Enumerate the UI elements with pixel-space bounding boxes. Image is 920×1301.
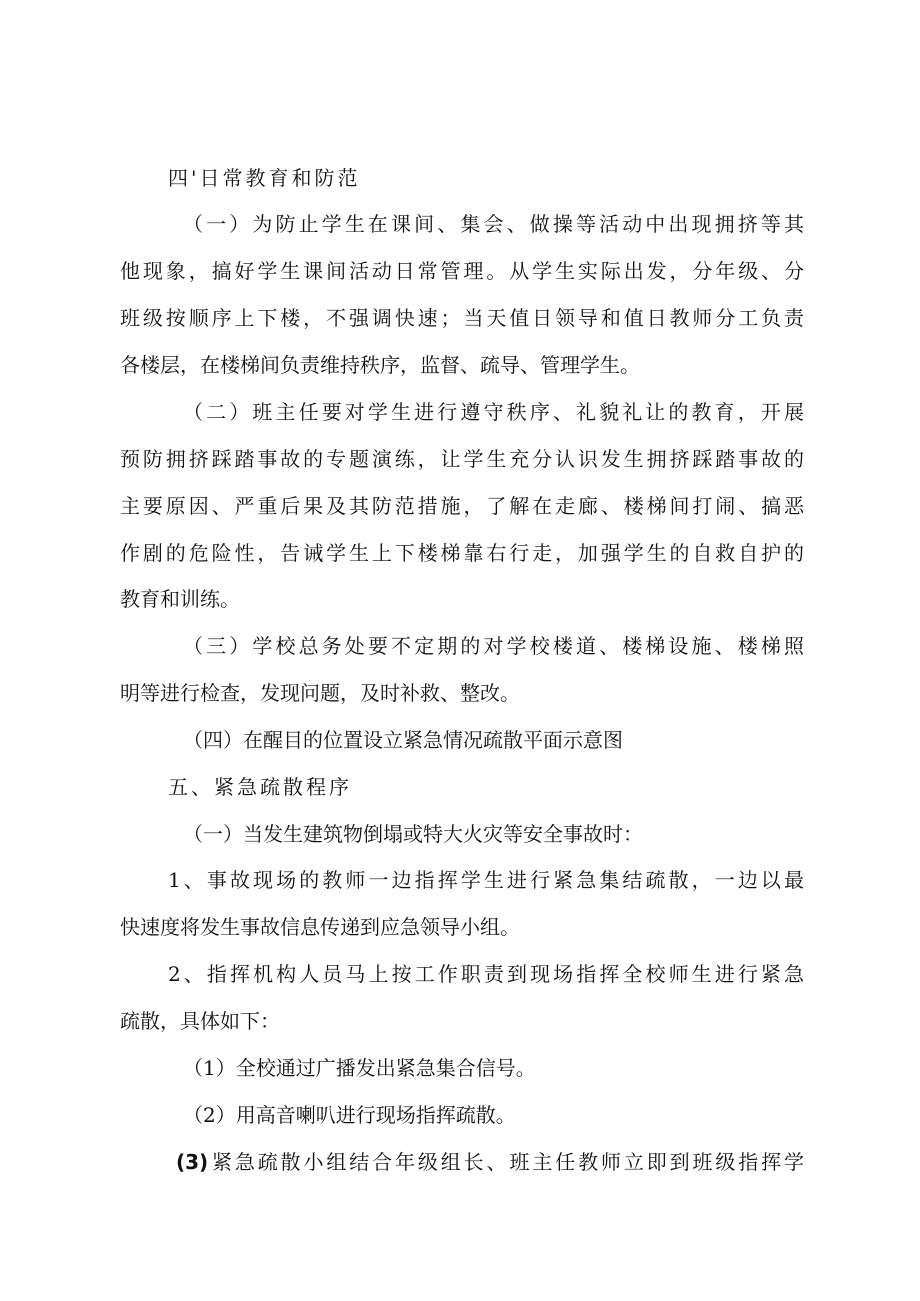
paragraph-line: 预防拥挤踩踏事故的专题演练，让学生充分认识发生拥挤踩踏事故的 [120,447,804,471]
list-item: （1）全校通过广播发出紧急集合信号。 [183,1056,536,1080]
paragraph-line: （三）学校总务处要不定期的对学校楼道、楼梯设施、楼梯照 [183,634,804,658]
list-item: （2）用高音喇叭进行现场指挥疏散。 [183,1103,516,1127]
paragraph-line: （二）班主任要对学生进行遵守秩序、礼貌礼让的教育，开展 [183,400,804,424]
paragraph-line: 他现象，搞好学生课间活动日常管理。从学生实际出发，分年级、分 [120,259,804,283]
paragraph-line: 主要原因、严重后果及其防范措施，了解在走廊、楼梯间打闹、搞恶 [120,494,804,518]
paragraph-line: （一）为防止学生在课间、集会、做操等活动中出现拥挤等其 [183,212,804,236]
section-heading-five: 五、紧急疏散程序 [168,775,352,799]
paragraph-line: 班级按顺序上下楼，不强调快速；当天值日领导和值日教师分工负责 [120,306,804,330]
list-item: 紧急疏散小组结合年级组长、班主任教师立即到班级指挥学 [212,1150,804,1174]
paragraph-line: 疏散，具体如下： [120,1009,280,1033]
paragraph-line: 明等进行检查，发现问题，及时补救、整改。 [120,681,520,705]
paragraph-line: （四）在醒目的位置设立紧急情况疏散平面示意图 [183,728,623,752]
paragraph-line: 各楼层，在楼梯间负责维持秩序，监督、疏导、管理学生。 [120,353,640,377]
paragraph-line: 1、事故现场的教师一边指挥学生进行紧急集结疏散，一边以最 [168,868,804,892]
paragraph-line: 教育和训练。 [120,587,240,611]
paragraph-line: （一）当发生建筑物倒塌或特大火灾等安全事故时： [183,822,643,846]
paragraph-line: 作剧的危险性，告诫学生上下楼梯靠右行走，加强学生的自救自护的 [120,541,804,565]
paragraph-line: 2、指挥机构人员马上按工作职责到现场指挥全校师生进行紧急 [168,962,804,986]
section-heading-four: 四'日常教育和防范 [168,166,361,190]
list-item-number: (3) [176,1150,209,1174]
paragraph-line: 快速度将发生事故信息传递到应急领导小组。 [120,915,520,939]
